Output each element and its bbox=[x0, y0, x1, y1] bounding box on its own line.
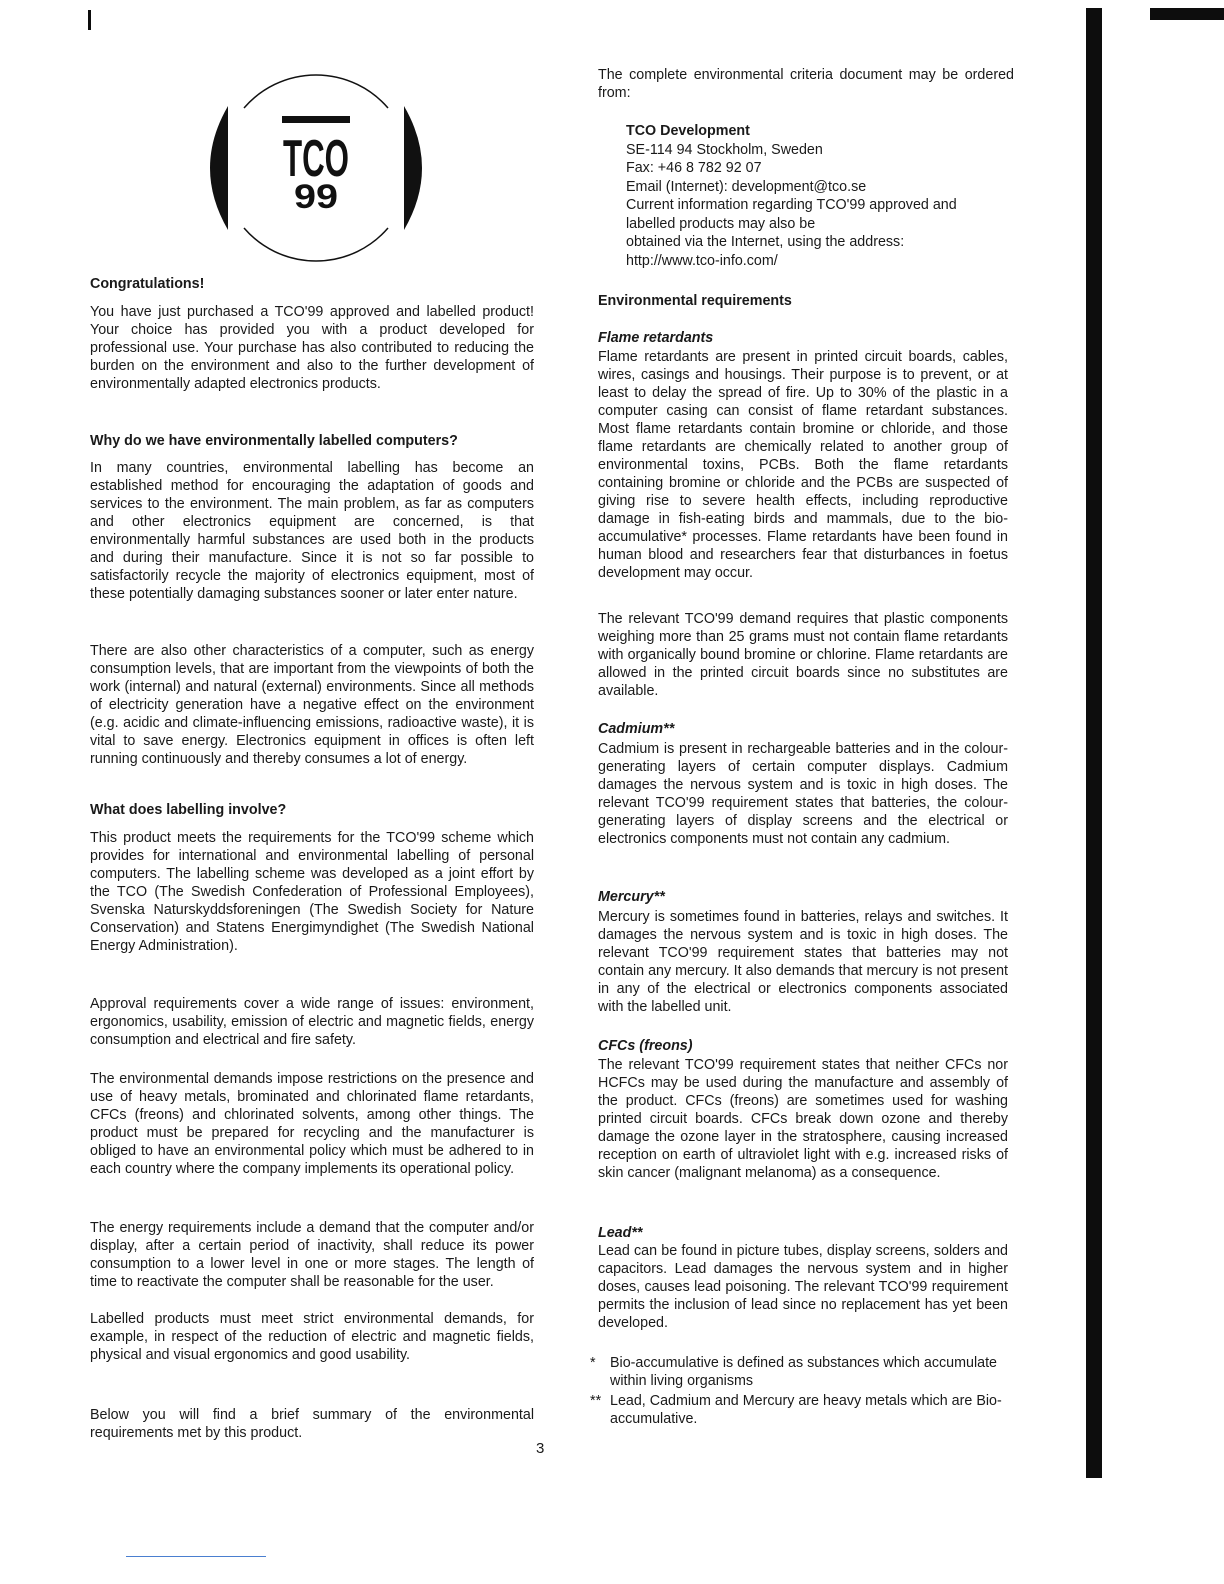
why-heading: Why do we have environmentally labelled computers? bbox=[90, 433, 458, 449]
tco99-logo bbox=[192, 66, 440, 270]
footnote-2 bbox=[590, 1392, 1008, 1428]
address-org: TCO Development bbox=[626, 123, 750, 139]
what-paragraph-5: Labelled products must meet strict environmental demands, for example, in respect of the reduction of electric and magnetic fields, physical and visual ergonomics and good usability. bbox=[90, 1311, 534, 1363]
logo-word-top: TCO bbox=[283, 130, 349, 188]
what-heading: What does labelling involve? bbox=[90, 802, 287, 818]
order-intro: The complete environmental criteria document may be ordered from: bbox=[598, 67, 1014, 101]
footnote-1-text: Bio-accumulative is defined as substances which accumulate within living organisms bbox=[610, 1355, 998, 1389]
cfc-heading: CFCs (freons) bbox=[598, 1038, 693, 1054]
mercury-heading: Mercury** bbox=[598, 889, 665, 905]
flame-heading: Flame retardants bbox=[598, 330, 714, 346]
footnote-1 bbox=[590, 1354, 1008, 1390]
lead-heading: Lead** bbox=[598, 1225, 643, 1241]
cadmium-heading: Cadmium** bbox=[598, 721, 675, 737]
what-paragraph-4: The energy requirements include a demand that the computer and/or display, after a certain period of inactivity, shall reduce its power consumption to a lower level in one or more stages. The length of time to reactivate the computer shall be reasonable for the user. bbox=[90, 1220, 534, 1290]
address-line-2: Fax: +46 8 782 92 07 bbox=[626, 160, 762, 176]
address-block bbox=[626, 122, 1016, 270]
footnote-2-text: Lead, Cadmium and Mercury are heavy metals which are Bio-accumulative. bbox=[610, 1393, 1002, 1427]
footnote-2-mark: ** bbox=[590, 1393, 602, 1409]
scan-mark-top-left bbox=[88, 10, 91, 30]
logo-word-bottom: 99 bbox=[294, 178, 338, 216]
scan-rule-bottom bbox=[126, 1556, 266, 1557]
congrats-text: You have just purchased a TCO'99 approved and labelled product! Your choice has provided you with a product developed for professional use. Your purchase has also contributed to reducing the burden on the environment and also to the further development of environmentally adapted electronics products. bbox=[90, 304, 534, 392]
binding-bar-right bbox=[1086, 8, 1102, 1478]
mercury-paragraph: Mercury is sometimes found in batteries, relays and switches. It damages the nervous system and is toxic in high doses. The relevant TCO'99 requirement states that batteries may not contain any mercury. It also demands that mercury is not present in any of the electrical or electronics components associated with the labelled unit. bbox=[598, 909, 1008, 1015]
congrats-heading: Congratulations! bbox=[90, 276, 205, 292]
scan-mark-top-right bbox=[1150, 8, 1224, 20]
flame-paragraph-1: Flame retardants are present in printed circuit boards, cables, wires, casings and housings. Their purpose is to prevent, or at least to delay the spread of fire. Up to 30% of the plastic in a computer casing can consist of flame retardant substances. Most flame retardants contain bromine or chloride, and those flame retardants are chemically related to another group of environmental toxins, PCBs. Both the flame retardants containing bromine or chloride and the PCBs are suspected of giving rise to severe health effects, including reproductive damage in fish-eating birds and mammals, due to the bio-accumulative* processes. Flame retardants have been found in human blood and researchers fear that disturbances in foetus development may occur. bbox=[598, 349, 1008, 581]
address-line-1: SE-114 94 Stockholm, Sweden bbox=[626, 141, 823, 158]
address-email: Email (Internet): development@tco.se bbox=[626, 178, 867, 195]
address-line-6: obtained via the Internet, using the address: bbox=[626, 234, 905, 250]
footnote-1-mark: * bbox=[590, 1355, 596, 1371]
address-url: http://www.tco-info.com/ bbox=[626, 252, 778, 269]
address-line-5: labelled products may also be bbox=[626, 215, 816, 232]
flame-paragraph-2: The relevant TCO'99 demand requires that plastic components weighing more than 25 grams must not contain flame retardants with organically bound bromine or chlorine. Flame retardants are allowed in the printed circuit boards since no substitutes are available. bbox=[598, 611, 1008, 699]
what-paragraph-2: Approval requirements cover a wide range of issues: environment, ergonomics, usability, emission of electric and magnetic fields, energy consumption and electrical and fire safety. bbox=[90, 996, 534, 1048]
address-line-4: Current information regarding TCO'99 approved and bbox=[626, 197, 957, 213]
what-paragraph-1: This product meets the requirements for the TCO'99 scheme which provides for international and environmental labelling of personal computers. The labelling scheme was developed as a joint effort by the TCO (The Swedish Confederation of Professional Employees), Svenska Naturskyddsforeningen (The Swedish Society for Nature Conservation) and Statens Energimyndighet (The Swedish National Energy Administration). bbox=[90, 830, 534, 954]
what-paragraph-3: The environmental demands impose restrictions on the presence and use of heavy metals, brominated and chlorinated flame retardants, CFCs (freons) and chlorinated solvents, among other things. The product must be prepared for recycling and the manufacturer is obliged to have an environmental policy which must be adhered to in each country where the company implements its operational policy. bbox=[90, 1071, 534, 1177]
lead-paragraph: Lead can be found in picture tubes, display screens, solders and capacitors. Lead damages the nervous system and in higher doses, causes lead poisoning. The relevant TCO'99 requirement permits the inclusion of lead since no replacement has yet been developed. bbox=[598, 1243, 1008, 1331]
env-heading: Environmental requirements bbox=[598, 293, 792, 309]
why-paragraph-1: In many countries, environmental labelling has become an established method for encouraging the adaptation of goods and services to the environment. The main problem, as far as computers and other electronics equipment are concerned, is that environmentally harmful substances are used both in the products and during their manufacture. Since it is not so far possible to satisfactorily recycle the majority of electronics equipment, most of these potentially damaging substances sooner or later enter nature. bbox=[90, 460, 534, 602]
page-number: 3 bbox=[536, 1440, 545, 1457]
cfc-paragraph: The relevant TCO'99 requirement states that neither CFCs nor HCFCs may be used during the manufacture and assembly of the product. CFCs (freons) are sometimes used for washing printed circuit boards. CFCs break down ozone and thereby damage the ozone layer in the stratosphere, causing increased reception on earth of ultraviolet light with e.g. increased risks of skin cancer (malignant melanoma) as a consequence. bbox=[598, 1057, 1008, 1181]
why-paragraph-2: There are also other characteristics of a computer, such as energy consumption levels, that are important from the viewpoints of both the work (internal) and natural (external) environments. Since all methods of electricity generation have a negative effect on the environment (e.g. acidic and climate-influencing emissions, radioactive waste), it is vital to save energy. Electronics equipment in offices is often left running continuously and thereby consumes a lot of energy. bbox=[90, 643, 534, 767]
cadmium-paragraph: Cadmium is present in rechargeable batteries and in the colour-generating layers of certain computer displays. Cadmium damages the nervous system and is toxic in high doses. The relevant TCO'99 requirement states that batteries, the colour-generating layers of display screens and the electrical or electronics components must not contain any cadmium. bbox=[598, 741, 1008, 847]
what-paragraph-6: Below you will find a brief summary of the environmental requirements met by this product. bbox=[90, 1407, 534, 1441]
